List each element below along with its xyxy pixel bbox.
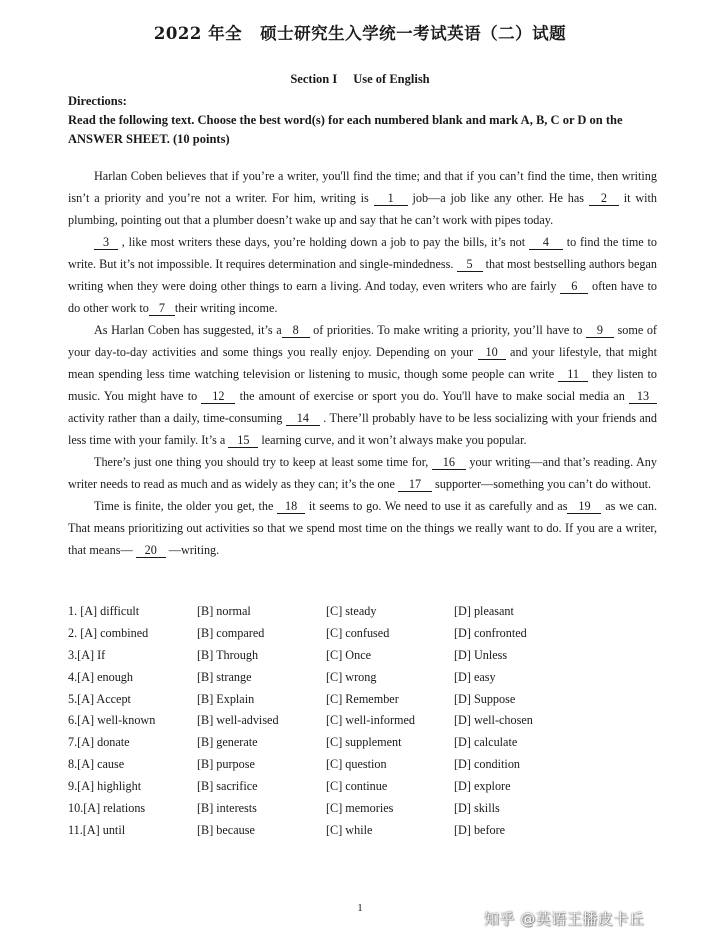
option-b: [B] strange — [197, 669, 252, 684]
option-a: 10.[A] relations — [68, 801, 146, 816]
option-row — [68, 779, 668, 801]
option-c: [C] supplement — [326, 735, 402, 750]
blank-6: 6 — [560, 279, 588, 294]
page-title — [0, 20, 720, 44]
option-a: 5.[A] Accept — [68, 691, 131, 706]
option-c: [C] wrong — [326, 669, 377, 684]
option-b: [B] purpose — [197, 757, 255, 772]
option-d: [D] before — [454, 822, 506, 837]
paragraph-2: 3 , like most writers these days, you’re holding down a job to pay the bills, it’s not 4 to find the time to write. But it’s not impossible. It requires determination and single-mindedness. 5 that most bestselling authors began writing when they were doing other things to earn a living. And today, even writers who are fairly 6 often have to do other work to 7 their writing income. — [68, 235, 658, 315]
paragraph-5: Time is finite, the older you get, the 18 it seems to go. We need to use it as carefully and as 19 as we can. That means prioritizing out activities so that we spend most time on the things we really want to do. If you are a writer, that means— 20 —writing. — [68, 499, 657, 557]
title-part-2: 硕士研究生入学统一考试英语（二）试题 — [260, 24, 567, 43]
option-c: [C] steady — [326, 604, 377, 618]
blank-2: 2 — [589, 191, 619, 206]
passage — [68, 165, 657, 561]
option-a: 1. [A] difficult — [68, 604, 140, 618]
section-name: Use of English — [353, 72, 430, 86]
option-row — [68, 692, 668, 714]
option-a: 8.[A] cause — [68, 757, 125, 772]
option-c: [C] memories — [326, 801, 394, 816]
blank-3: 3 — [94, 235, 118, 250]
blank-13: 13 — [629, 389, 657, 404]
paragraph-3: As Harlan Coben has suggested, it’s a 8 of priorities. To make writing a priority, you’ll have to 9 some of your day-to-day activities and some things you really enjoy. Depending on your 10 and your lifestyle, that might mean spending less time watching television or listening to music, though some people can write 11 they listen to music. You might have to 12 the amount of exercise or sport you do. You'll have to make social media an 13 activity rather than a daily, time-consuming 14 . There’ll probably have to be less socializing with your friends and less time with your family. It’s a 15 learning curve, and it won’t always make you popular. — [68, 323, 657, 447]
option-b: [B] well-advised — [197, 713, 279, 728]
option-row — [68, 801, 668, 823]
blank-4: 4 — [529, 235, 563, 250]
option-b: [B] Explain — [197, 691, 255, 706]
option-d: [D] confronted — [454, 625, 527, 640]
option-c: [C] Once — [326, 647, 372, 662]
blank-17: 17 — [398, 477, 432, 492]
option-a: 4.[A] enough — [68, 669, 133, 684]
option-b: [B] normal — [197, 604, 251, 618]
option-a: 2. [A] combined — [68, 625, 149, 640]
option-a: 3.[A] If — [68, 647, 106, 662]
option-a: 9.[A] highlight — [68, 779, 142, 794]
answer-options — [68, 604, 668, 845]
option-b: [B] interests — [197, 801, 257, 816]
paragraph-1: Harlan Coben believes that if you’re a writer, you'll find the time; and that if you can’t find the time, then writing isn’t a priority and you’re not a writer. For him, writing is 1 job—a job like any other. He has 2 it with plumbing, pointing out that a plumber doesn’t wake up and say that he can’t work with pipes today. — [68, 169, 657, 227]
option-d: [D] Suppose — [454, 691, 516, 706]
blank-1: 1 — [374, 191, 408, 206]
option-d: [D] Unless — [454, 647, 508, 662]
option-c: [C] Remember — [326, 691, 399, 706]
blank-14: 14 — [286, 411, 320, 426]
option-d: [D] condition — [454, 757, 521, 772]
option-c: [C] continue — [326, 779, 388, 794]
option-b: [B] compared — [197, 625, 265, 640]
option-d: [D] calculate — [454, 735, 518, 750]
option-row — [68, 757, 668, 779]
blank-8: 8 — [282, 323, 310, 338]
blank-19: 19 — [567, 499, 601, 514]
watermark: 知乎 @英语王播皮卡丘 — [484, 910, 645, 928]
page-number: 1 — [357, 902, 363, 914]
blank-18: 18 — [277, 499, 305, 514]
blank-10: 10 — [478, 345, 506, 360]
blank-5: 5 — [457, 257, 483, 272]
blank-20: 20 — [136, 543, 166, 558]
section-heading — [0, 72, 720, 87]
option-a: 7.[A] donate — [68, 735, 130, 750]
option-d: [D] explore — [454, 779, 511, 794]
option-d: [D] skills — [454, 801, 500, 816]
option-row — [68, 670, 668, 692]
blank-12: 12 — [201, 389, 235, 404]
option-b: [B] sacrifice — [197, 779, 258, 794]
option-d: [D] well-chosen — [454, 713, 533, 728]
blank-9: 9 — [586, 323, 614, 338]
blank-11: 11 — [558, 367, 588, 382]
option-row — [68, 604, 668, 626]
section-number: Section I — [290, 72, 338, 86]
option-row — [68, 823, 668, 845]
directions-body: Read the following text. Choose the best word(s) for each numbered blank and mark A, B, C or D on the ANSWER SHEET. (10 points) — [68, 113, 623, 146]
directions-heading: Directions: — [68, 94, 127, 108]
option-row — [68, 735, 668, 757]
blank-7: 7 — [149, 301, 175, 316]
option-row — [68, 713, 668, 735]
option-a: 11.[A] until — [68, 822, 126, 837]
option-c: [C] while — [326, 822, 373, 837]
option-c: [C] question — [326, 757, 387, 772]
option-c: [C] well-informed — [326, 713, 416, 728]
blank-16: 16 — [432, 455, 466, 470]
option-d: [D] pleasant — [454, 604, 514, 618]
option-row — [68, 626, 668, 648]
option-c: [C] confused — [326, 625, 390, 640]
paragraph-4: There’s just one thing you should try to keep at least some time for, 16 your writing—and that’s reading. Any writer needs to read as much and as widely as they can; it’s the one 17 supporter—something you can’t do without. — [68, 455, 657, 491]
title-part-1: 2022 年全 — [153, 24, 243, 43]
option-row — [68, 648, 668, 670]
blank-15: 15 — [228, 433, 258, 448]
option-a: 6.[A] well-known — [68, 713, 156, 728]
option-d: [D] easy — [454, 669, 496, 684]
directions — [68, 92, 658, 149]
option-b: [B] Through — [197, 647, 259, 662]
option-b: [B] generate — [197, 735, 258, 750]
option-b: [B] because — [197, 822, 255, 837]
